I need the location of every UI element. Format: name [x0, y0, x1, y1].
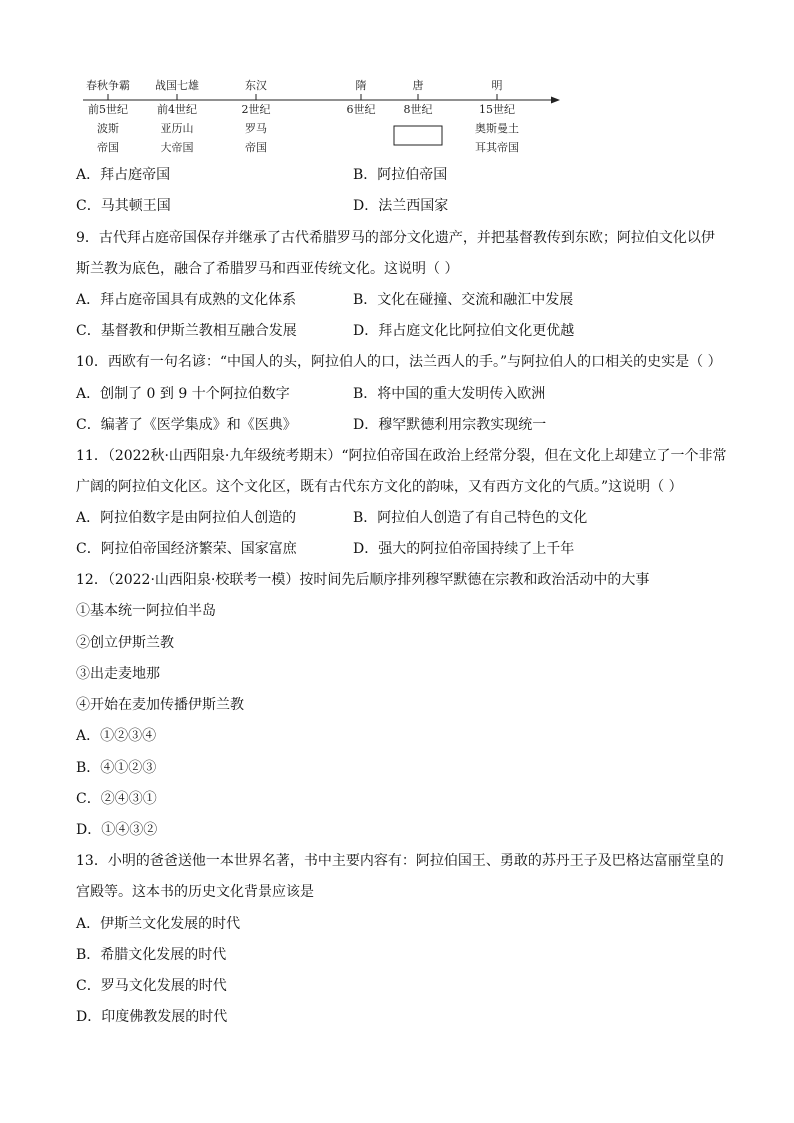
q12-option-b[interactable]: B．④①②③	[76, 760, 157, 776]
q9-option-a[interactable]: A．拜占庭帝国具有成熟的文化体系	[76, 292, 297, 308]
timeline-date: 8世纪	[403, 103, 433, 116]
q8-option-c[interactable]: C．马其顿王国	[76, 198, 171, 214]
q12-option-a[interactable]: A．①②③④	[76, 728, 157, 744]
timeline-empire-line2: 耳其帝国	[475, 141, 519, 154]
q12-event-2: ②创立伊斯兰教	[76, 635, 174, 651]
timeline-empire-line2: 帝国	[97, 141, 119, 154]
timeline-empire-line1: 波斯	[97, 122, 119, 135]
timeline-top-labels	[86, 78, 503, 92]
q13-option-c[interactable]: C．罗马文化发展的时代	[76, 978, 227, 994]
q10-options-row2	[76, 415, 736, 435]
q13-stem-line1: 13．小明的爸爸送他一本世界名著，书中主要内容有：阿拉伯国王、勇敢的苏丹王子及巴格达富丽堂皇的	[76, 853, 724, 869]
q8-option-d[interactable]: D．法兰西国家	[353, 198, 449, 214]
q13-option-a[interactable]: A．伊斯兰文化发展的时代	[76, 916, 241, 932]
q11-stem-line2: 广阔的阿拉伯文化区。这个文化区，既有古代东方文化的韵味，又有西方文化的气质。”这说明（ ）	[76, 479, 683, 495]
timeline-blank-box	[394, 126, 442, 145]
q11-options-row2	[76, 539, 736, 559]
q11-option-d[interactable]: D．强大的阿拉伯帝国持续了上千年	[353, 541, 575, 557]
timeline-empire-line2: 帝国	[245, 141, 267, 154]
q10-stem: 10．西欧有一句名谚：“中国人的头，阿拉伯人的口，法兰西人的手。”与阿拉伯人的口相关的史实是（ ）	[76, 354, 722, 370]
q10-option-c[interactable]: C．编著了《医学集成》和《医典》	[76, 417, 297, 433]
timeline-top-label: 隋	[355, 79, 367, 92]
timeline-empire-line2: 大帝国	[160, 141, 194, 154]
q10-option-b[interactable]: B．将中国的重大发明传入欧洲	[353, 386, 546, 402]
timeline-empire-line1: 奥斯曼土	[475, 122, 519, 135]
timeline-date: 2世纪	[241, 103, 271, 116]
q12-event-1: ①基本统一阿拉伯半岛	[76, 603, 216, 619]
q8-options-row2	[76, 196, 736, 216]
q11-option-c[interactable]: C．阿拉伯帝国经济繁荣、国家富庶	[76, 541, 297, 557]
timeline-figure	[0, 70, 794, 165]
q12-option-c[interactable]: C．②④③①	[76, 791, 157, 807]
timeline-date: 6世纪	[346, 103, 376, 116]
q11-option-b[interactable]: B．阿拉伯人创造了有自己特色的文化	[353, 510, 588, 526]
timeline-top-label: 春秋争霸	[86, 79, 130, 92]
timeline-dates	[88, 102, 515, 116]
q10-option-d[interactable]: D．穆罕默德利用宗教实现统一	[353, 417, 547, 433]
q13-option-d[interactable]: D．印度佛教发展的时代	[76, 1009, 228, 1025]
q10-options-row1	[76, 384, 736, 404]
q9-option-d[interactable]: D．拜占庭文化比阿拉伯文化更优越	[353, 323, 575, 339]
q11-stem-line1: 11．（2022秋·山西阳泉·九年级统考期末）“阿拉伯帝国在政治上经常分裂，但在文化上却建立了一个非常	[76, 448, 727, 464]
q11-option-a[interactable]: A．阿拉伯数字是由阿拉伯人创造的	[76, 510, 297, 526]
q13-stem-line2: 宫殿等。这本书的历史文化背景应该是	[76, 884, 314, 900]
q9-option-b[interactable]: B．文化在碰撞、交流和融汇中发展	[353, 292, 574, 308]
q10-option-a[interactable]: A．创制了 0 到 9 十个阿拉伯数字	[76, 386, 290, 402]
q9-stem-line2: 斯兰教为底色，融合了希腊罗马和西亚传统文化。这说明（ ）	[76, 261, 459, 277]
q13-option-b[interactable]: B．希腊文化发展的时代	[76, 947, 227, 963]
q8-options-row1	[76, 165, 736, 185]
q12-event-4: ④开始在麦加传播伊斯兰教	[76, 697, 244, 713]
q9-option-c[interactable]: C．基督教和伊斯兰教相互融合发展	[76, 323, 297, 339]
q9-stem-line1: 9．古代拜占庭帝国保存并继承了古代希腊罗马的部分文化遗产，并把基督教传到东欧；阿拉伯文化以伊	[76, 230, 715, 246]
timeline-top-label: 唐	[412, 79, 424, 92]
q11-options-row1	[76, 508, 736, 528]
timeline-empires	[97, 121, 519, 154]
q12-stem: 12．（2022·山西阳泉·校联考一模）按时间先后顺序排列穆罕默德在宗教和政治活动中的大事	[76, 572, 650, 588]
q8-option-a[interactable]: A．拜占庭帝国	[76, 167, 171, 183]
timeline-top-label: 战国七雄	[155, 79, 199, 92]
q12-event-3: ③出走麦地那	[76, 666, 160, 682]
timeline-top-label: 东汉	[245, 79, 267, 92]
timeline-date: 前4世纪	[157, 103, 197, 116]
timeline-date: 前5世纪	[88, 103, 128, 116]
q12-option-d[interactable]: D．①④③②	[76, 822, 158, 838]
timeline-empire-line1: 罗马	[245, 122, 267, 135]
q9-options-row2	[76, 321, 736, 341]
q9-options-row1	[76, 290, 736, 310]
timeline-top-label: 明	[491, 79, 503, 92]
timeline-date: 15世纪	[479, 103, 515, 116]
q8-option-b[interactable]: B．阿拉伯帝国	[353, 167, 448, 183]
timeline-empire-line1: 亚历山	[160, 122, 194, 135]
